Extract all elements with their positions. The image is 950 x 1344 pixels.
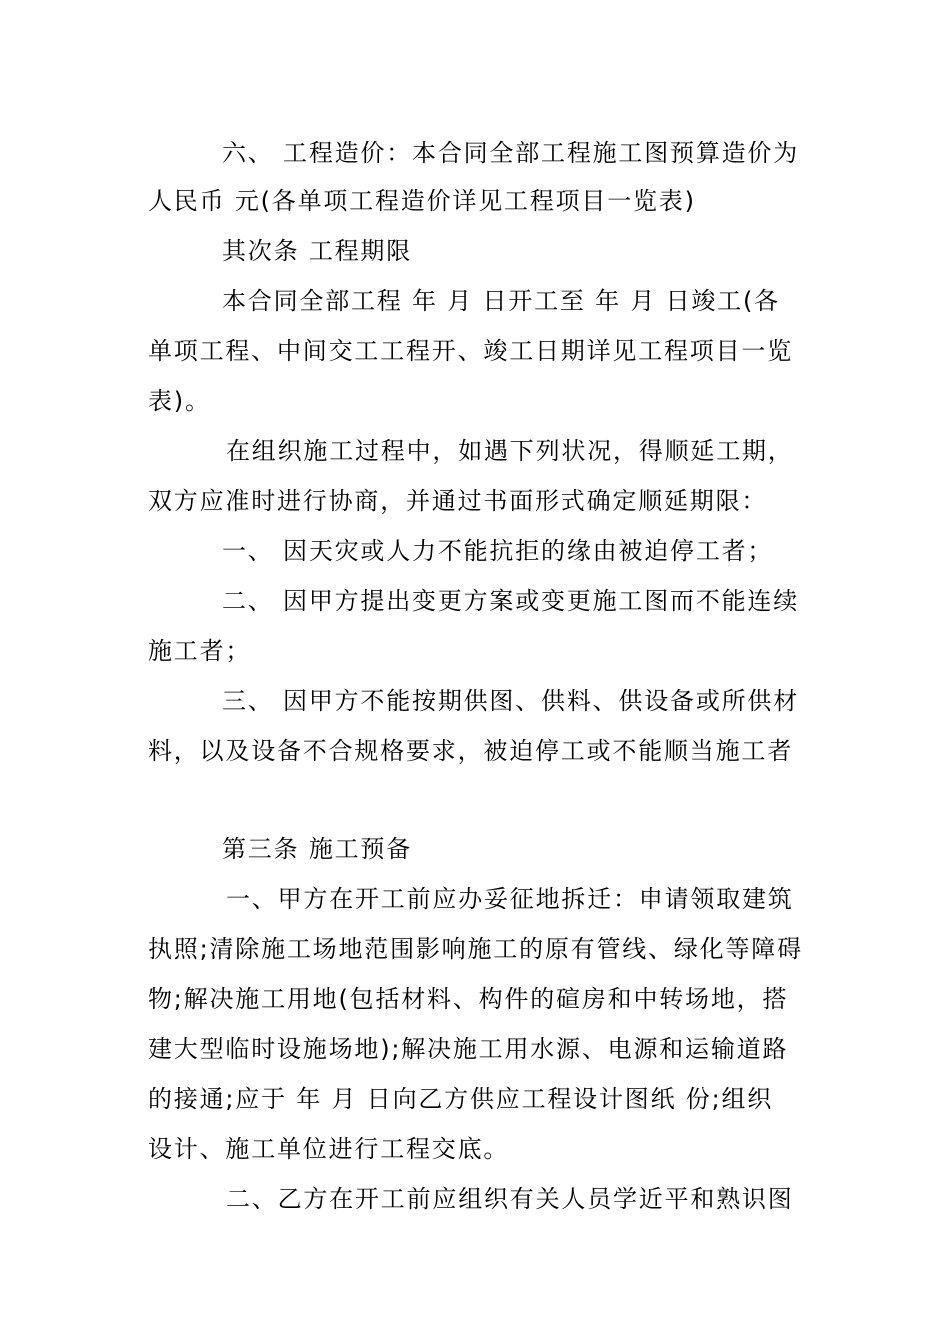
extension-paragraph-line-1: 在组织施工过程中，如遇下列状况，得顺延工期， — [226, 437, 794, 465]
term-paragraph-line-3: 表)。 — [148, 387, 211, 415]
term-paragraph-line-2: 单项工程、中间交工工程开、竣工日期详见工程项目一览 — [148, 337, 793, 365]
extension-paragraph-line-2: 双方应准时进行协商，并通过书面形式确定顺延期限： — [148, 487, 768, 515]
prep-item-one-line-6: 设计、施工单位进行工程交底。 — [148, 1135, 510, 1163]
clause-six-price-line-2: 人民币 元(各单项工程造价详见工程项目一览表) — [148, 187, 696, 215]
extension-item-three-line-2: 料，以及设备不合规格要求，被迫停工或不能顺当施工者 — [148, 737, 793, 765]
prep-item-two-line-1: 二、乙方在开工前应组织有关人员学近平和熟识图 — [226, 1185, 794, 1213]
term-paragraph-line-1: 本合同全部工程 年 月 日开工至 年 月 日竣工(各 — [222, 287, 780, 315]
prep-item-one-line-5: 的接通;应于 年 月 日向乙方供应工程设计图纸 份;组织 — [148, 1085, 774, 1113]
extension-item-three-line-1: 三、 因甲方不能按期供图、供料、供设备或所供材 — [222, 687, 800, 715]
extension-item-one: 一、 因天灾或人力不能抗拒的缘由被迫停工者； — [222, 537, 774, 565]
extension-item-two-line-1: 二、 因甲方提出变更方案或变更施工图而不能连续 — [222, 587, 800, 615]
prep-item-one-line-3: 物;解决施工用地(包括材料、构件的碹房和中转场地，搭 — [148, 985, 789, 1013]
prep-item-one-line-1: 一、甲方在开工前应办妥征地拆迁：申请领取建筑 — [226, 885, 794, 913]
prep-item-one-line-2: 执照;清除施工场地范围影响施工的原有管线、绿化等障碍 — [148, 935, 803, 963]
prep-item-one-line-4: 建大型临时设施场地);解决施工用水源、电源和运输道路 — [148, 1035, 789, 1063]
clause-six-price-line-1: 六、 工程造价：本合同全部工程施工图预算造价为 — [222, 139, 800, 167]
article-two-heading: 其次条 工程期限 — [222, 237, 413, 265]
article-three-heading: 第三条 施工预备 — [222, 835, 413, 863]
extension-item-two-line-2: 施工者； — [148, 637, 252, 665]
